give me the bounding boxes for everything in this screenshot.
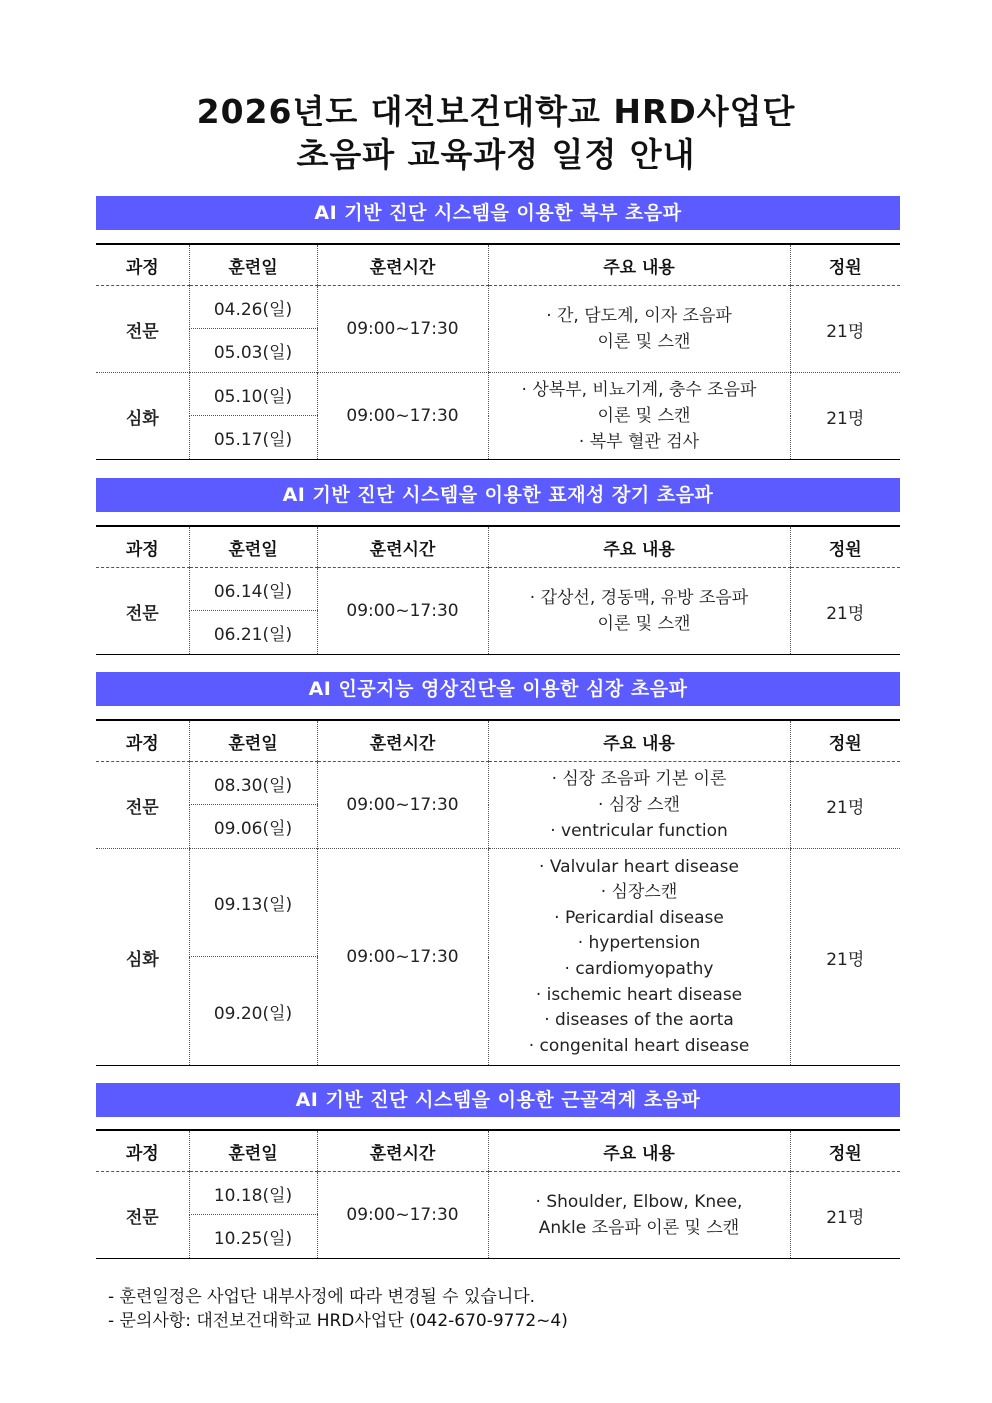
- table-row: [96, 373, 900, 416]
- time-cell: 09:00~17:30: [317, 373, 488, 460]
- header-capacity: 정원: [790, 1130, 900, 1172]
- schedule-table-musculoskeletal: [96, 1129, 900, 1259]
- footnote-schedule-change: - 훈련일정은 사업단 내부사정에 따라 변경될 수 있습니다.: [108, 1287, 536, 1307]
- content-item: · congenital heart disease: [528, 1035, 750, 1056]
- capacity-cell: 21명: [790, 568, 900, 655]
- content-item: 이론 및 스캔: [597, 406, 691, 426]
- date-cell: 09.20(일): [189, 957, 317, 1066]
- header-content: 주요 내용: [488, 1130, 790, 1172]
- content-cell: [488, 373, 790, 460]
- section-banner-cardiac: AI 인공지능 영상진단을 이용한 심장 초음파: [96, 672, 900, 706]
- section-banner-superficial: AI 기반 진단 시스템을 이용한 표재성 장기 초음파: [96, 478, 900, 512]
- content-item: · 심장 스캔: [598, 795, 680, 815]
- content-item: · cardiomyopathy: [564, 959, 714, 979]
- header-date: 훈련일: [189, 244, 317, 286]
- content-item: 이론 및 스캔: [597, 332, 691, 352]
- content-item: · 상복부, 비뇨기계, 충수 조음파: [521, 380, 757, 400]
- time-cell: 09:00~17:30: [317, 849, 488, 1066]
- date-cell: 08.30(일): [189, 762, 317, 805]
- content-item: Ankle 조음파 이론 및 스캔: [538, 1218, 740, 1238]
- document-title-line1: 2026년도 대전보건대학교 HRD사업단: [196, 92, 796, 131]
- section-banner-abdominal: AI 기반 진단 시스템을 이용한 복부 초음파: [96, 196, 900, 230]
- content-item: · Pericardial disease: [554, 907, 724, 928]
- header-time: 훈련시간: [317, 720, 488, 762]
- table-row: [96, 1172, 900, 1215]
- content-item: · Shoulder, Elbow, Knee,: [535, 1192, 743, 1212]
- course-cell: 전문: [96, 762, 189, 849]
- header-course: 과정: [96, 244, 189, 286]
- time-cell: 09:00~17:30: [317, 762, 488, 849]
- schedule-table-cardiac: [96, 719, 900, 1066]
- content-cell: [488, 849, 790, 1066]
- header-capacity: 정원: [790, 526, 900, 568]
- table-row: [96, 568, 900, 611]
- content-item: · 심장 조음파 기본 이론: [551, 769, 727, 789]
- table-header-row: [96, 526, 900, 568]
- document-title-line2: 초음파 교육과정 일정 안내: [296, 135, 696, 174]
- content-item: 이론 및 스캔: [597, 614, 691, 634]
- date-cell: 09.13(일): [189, 849, 317, 957]
- header-date: 훈련일: [189, 1130, 317, 1172]
- time-cell: 09:00~17:30: [317, 286, 488, 373]
- content-item: · 복부 혈관 검사: [578, 432, 700, 452]
- header-course: 과정: [96, 526, 189, 568]
- date-cell: 10.25(일): [189, 1215, 317, 1259]
- content-item: · 갑상선, 경동맥, 유방 조음파: [529, 588, 749, 608]
- table-row: [96, 849, 900, 957]
- header-content: 주요 내용: [488, 720, 790, 762]
- course-cell: 심화: [96, 373, 189, 460]
- date-cell: 05.10(일): [189, 373, 317, 416]
- schedule-table-abdominal: [96, 243, 900, 460]
- section-banner-musculoskeletal: AI 기반 진단 시스템을 이용한 근골격계 초음파: [96, 1083, 900, 1117]
- content-item: · ischemic heart disease: [535, 984, 743, 1005]
- table-header-row: [96, 244, 900, 286]
- course-cell: 심화: [96, 849, 189, 1066]
- header-content: 주요 내용: [488, 526, 790, 568]
- content-item: · ventricular function: [550, 821, 728, 841]
- header-capacity: 정원: [790, 244, 900, 286]
- header-time: 훈련시간: [317, 244, 488, 286]
- header-time: 훈련시간: [317, 526, 488, 568]
- capacity-cell: 21명: [790, 849, 900, 1066]
- capacity-cell: 21명: [790, 373, 900, 460]
- table-row: [96, 286, 900, 329]
- date-cell: 04.26(일): [189, 286, 317, 329]
- content-item: · Valvular heart disease: [539, 856, 739, 877]
- time-cell: 09:00~17:30: [317, 568, 488, 655]
- content-item: · hypertension: [577, 933, 701, 954]
- date-cell: 05.17(일): [189, 416, 317, 460]
- content-item: · 간, 담도계, 이자 조음파: [546, 306, 732, 326]
- date-cell: 06.14(일): [189, 568, 317, 611]
- course-cell: 전문: [96, 1172, 189, 1259]
- date-cell: 06.21(일): [189, 611, 317, 655]
- content-item: · 심장스캔: [600, 882, 678, 903]
- course-cell: 전문: [96, 568, 189, 655]
- date-cell: 09.06(일): [189, 805, 317, 849]
- date-cell: 05.03(일): [189, 329, 317, 373]
- content-cell: [488, 1172, 790, 1259]
- content-item: · diseases of the aorta: [544, 1010, 734, 1031]
- time-cell: 09:00~17:30: [317, 1172, 488, 1259]
- table-header-row: [96, 1130, 900, 1172]
- capacity-cell: 21명: [790, 286, 900, 373]
- header-capacity: 정원: [790, 720, 900, 762]
- header-time: 훈련시간: [317, 1130, 488, 1172]
- capacity-cell: 21명: [790, 762, 900, 849]
- header-date: 훈련일: [189, 526, 317, 568]
- table-row: [96, 762, 900, 805]
- course-cell: 전문: [96, 286, 189, 373]
- table-header-row: [96, 720, 900, 762]
- date-cell: 10.18(일): [189, 1172, 317, 1215]
- header-content: 주요 내용: [488, 244, 790, 286]
- schedule-table-superficial: [96, 525, 900, 655]
- content-cell: [488, 286, 790, 373]
- header-course: 과정: [96, 1130, 189, 1172]
- capacity-cell: 21명: [790, 1172, 900, 1259]
- header-date: 훈련일: [189, 720, 317, 762]
- content-cell: [488, 568, 790, 655]
- content-cell: [488, 762, 790, 849]
- footnote-contact: - 문의사항: 대전보건대학교 HRD사업단 (042-670-9772~4): [108, 1311, 568, 1331]
- header-course: 과정: [96, 720, 189, 762]
- footnotes: [108, 1285, 568, 1333]
